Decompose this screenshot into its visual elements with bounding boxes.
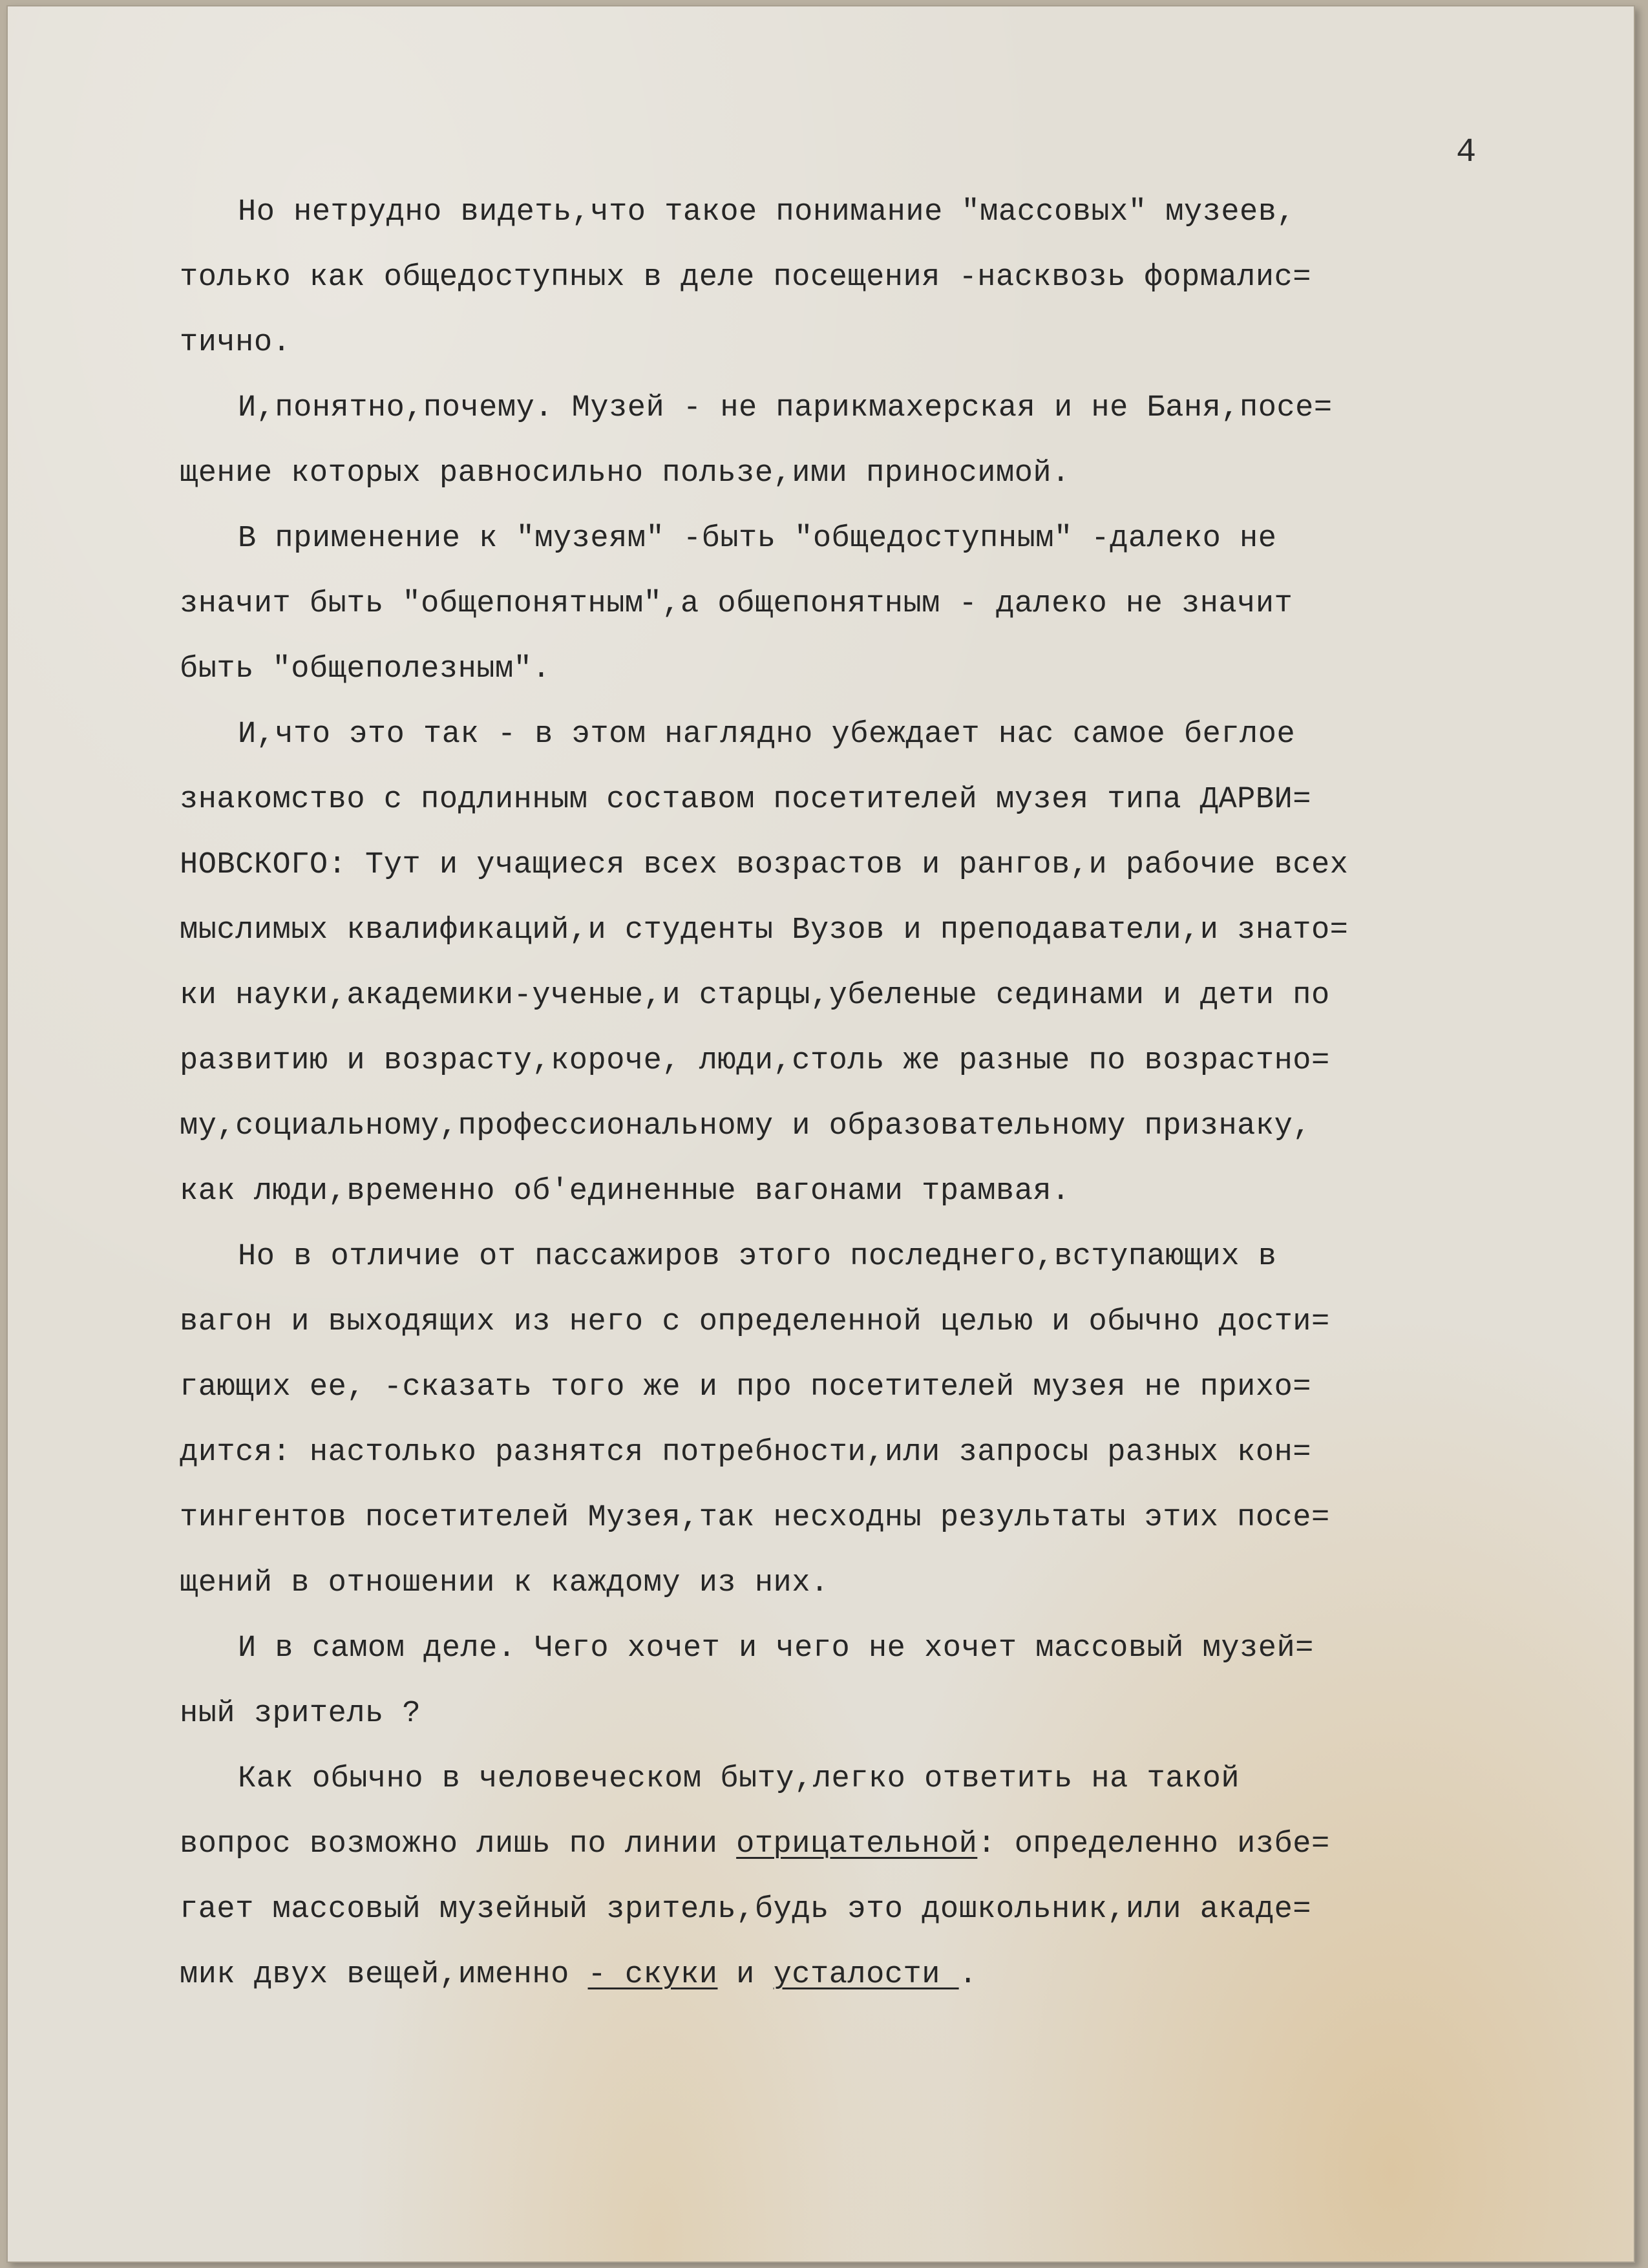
- text-line: [180, 1812, 1550, 1877]
- text-segment: му,социальному,профессиональному и образовательному признаку,: [180, 1109, 1311, 1143]
- text-segment: гающих ее, -сказать того же и про посетителей музея не прихо=: [180, 1370, 1311, 1404]
- text-line: [180, 702, 1550, 767]
- text-segment: быть "общеполезным".: [180, 652, 551, 686]
- text-line: [180, 571, 1550, 637]
- text-line: [180, 1355, 1550, 1420]
- text-line: [180, 180, 1550, 245]
- text-line: [180, 1551, 1550, 1616]
- underlined-text: - скуки: [587, 1958, 718, 1992]
- text-segment: и: [717, 1958, 774, 1992]
- typewritten-page: [6, 5, 1635, 2263]
- text-line: [180, 1746, 1550, 1812]
- page-number: 4: [1456, 133, 1477, 171]
- text-segment: гает массовый музейный зритель,будь это дошкольник,или акаде=: [180, 1892, 1311, 1927]
- text-segment: знакомство с подлинным составом посетителей музея типа ДАРВИ=: [180, 783, 1311, 817]
- text-line: [180, 1877, 1550, 1942]
- text-line: [180, 637, 1550, 702]
- text-segment: дится: настолько разнятся потребности,или запросы разных кон=: [180, 1436, 1311, 1470]
- text-line: [180, 245, 1550, 310]
- text-segment: .: [958, 1958, 978, 1992]
- text-segment: ный зритель ?: [180, 1697, 421, 1731]
- text-line: [180, 1028, 1550, 1094]
- text-segment: вопрос возможно лишь по линии: [180, 1827, 737, 1861]
- text-segment: Как обычно в человеческом быту,легко ответить на такой: [238, 1762, 1240, 1796]
- text-segment: И,понятно,почему. Музей - не парикмахерская и не Баня,посе=: [238, 391, 1333, 425]
- text-line: [180, 1942, 1550, 2008]
- text-segment: тично.: [180, 326, 291, 360]
- text-line: [180, 1289, 1550, 1355]
- text-line: [180, 1224, 1550, 1289]
- text-segment: мыслимых квалификаций,и студенты Вузов и преподаватели,и знато=: [180, 913, 1349, 948]
- text-line: [180, 767, 1550, 832]
- text-segment: только как общедоступных в деле посещения -насквозь формалис=: [180, 260, 1311, 295]
- text-line: [180, 1616, 1550, 1681]
- text-line: [180, 1420, 1550, 1485]
- text-segment: мик двух вещей,именно: [180, 1958, 588, 1992]
- text-segment: Но нетрудно видеть,что такое понимание "массовых" музеев,: [238, 195, 1296, 229]
- text-segment: ки науки,академики-ученые,и старцы,убеленые сединами и дети по: [180, 979, 1330, 1013]
- underlined-text: усталости: [773, 1958, 959, 1992]
- typed-body-text: [180, 180, 1550, 2008]
- text-segment: : определенно избе=: [977, 1827, 1330, 1861]
- text-segment: В применение к "музеям" -быть "общедоступным" -далеко не: [238, 522, 1277, 556]
- text-line: [180, 1485, 1550, 1551]
- text-segment: И,что это так - в этом наглядно убеждает нас самое беглое: [238, 717, 1296, 752]
- text-line: [180, 376, 1550, 441]
- text-segment: как люди,временно об'единенные вагонами трамвая.: [180, 1174, 1070, 1209]
- text-segment: тингентов посетителей Музея,так несходны результаты этих посе=: [180, 1501, 1330, 1535]
- text-line: [180, 1159, 1550, 1224]
- underlined-text: отрицательной: [736, 1827, 978, 1861]
- text-segment: НОВСКОГО: Тут и учащиеся всех возрастов и рангов,и рабочие всех: [180, 848, 1349, 882]
- text-line: [180, 832, 1550, 898]
- text-segment: щение которых равносильно пользе,ими приносимой.: [180, 456, 1070, 491]
- text-segment: щений в отношении к каждому из них.: [180, 1566, 829, 1600]
- text-segment: И в самом деле. Чего хочет и чего не хочет массовый музей=: [238, 1631, 1314, 1666]
- text-line: [180, 441, 1550, 506]
- text-line: [180, 963, 1550, 1028]
- text-line: [180, 1094, 1550, 1159]
- text-segment: вагон и выходящих из него с определенной целью и обычно дости=: [180, 1305, 1330, 1339]
- text-line: [180, 506, 1550, 571]
- text-segment: развитию и возрасту,короче, люди,столь же разные по возрастно=: [180, 1044, 1330, 1078]
- text-line: [180, 1681, 1550, 1746]
- text-segment: Но в отличие от пассажиров этого последнего,вступающих в: [238, 1240, 1277, 1274]
- text-line: [180, 898, 1550, 963]
- text-segment: значит быть "общепонятным",а общепонятным - далеко не значит: [180, 587, 1293, 621]
- text-line: [180, 310, 1550, 376]
